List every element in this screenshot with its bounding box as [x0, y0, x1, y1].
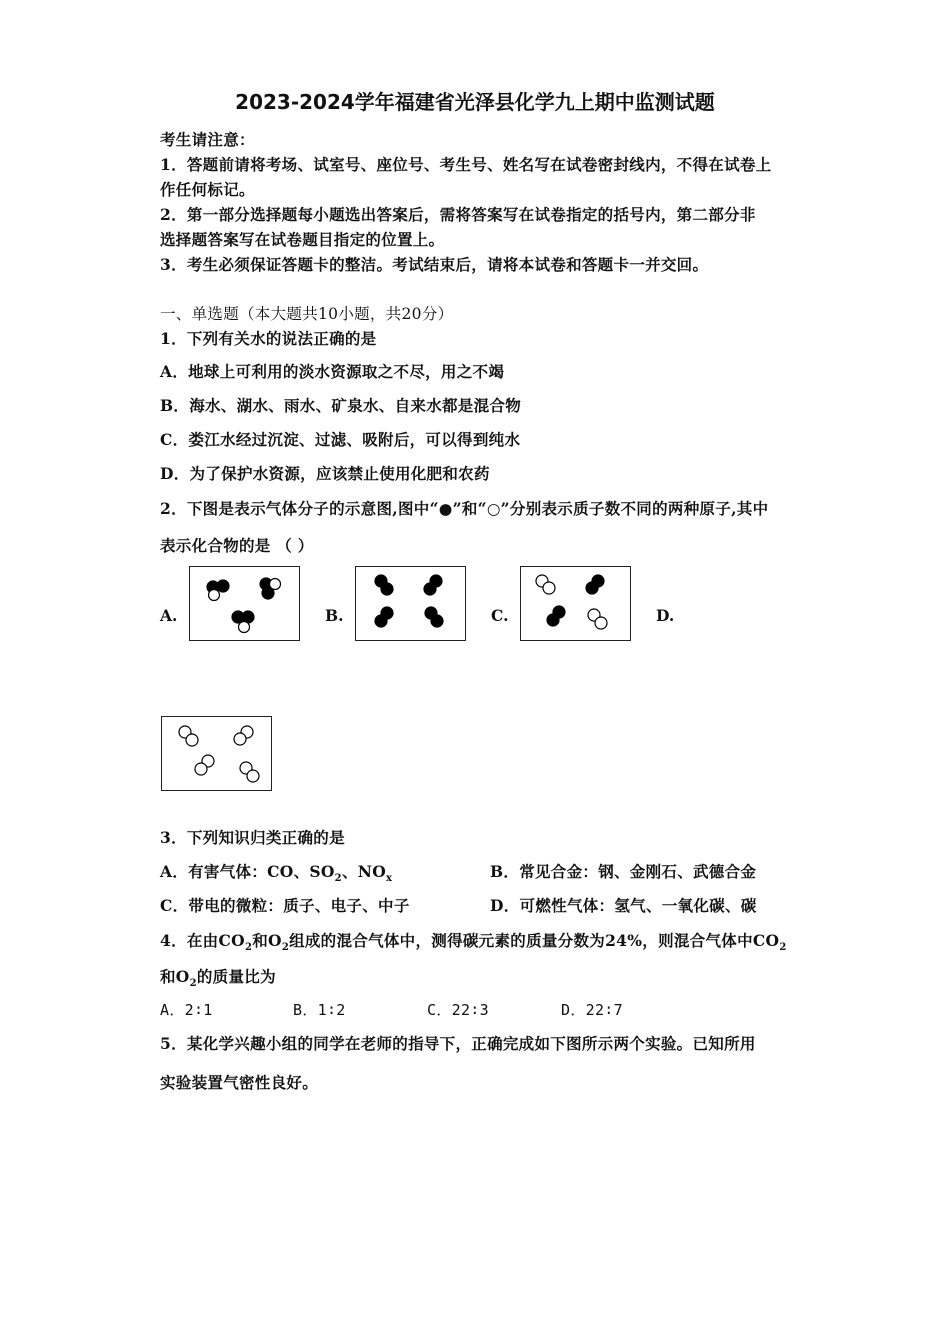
q4-option-b: B．1∶2 [293, 1001, 346, 1019]
page-title: 2023-2024学年福建省光泽县化学九上期中监测试题 [235, 90, 715, 114]
q2-stem-b: 表示化合物的是 （ ） [160, 536, 314, 555]
q2-diagram-c [520, 566, 631, 641]
notice-item-1b: 作任何标记。 [160, 180, 255, 199]
q4-stem-a: 4．在由$CO_2$和$O_2$组成的混合气体中，测得碳元素的质量分数为24%，则混合气体中$CO_2$ [160, 931, 787, 954]
section-heading: 一、单选题（本大题共10小题，共20分） [160, 305, 454, 323]
q2-label-c: C. [491, 606, 509, 625]
q1-stem: 1．下列有关水的说法正确的是 [160, 329, 377, 348]
q4-option-c: C．22∶3 [427, 1001, 489, 1019]
notice-item-3: 3．考生必须保证答题卡的整洁。考试结束后，请将本试卷和答题卡一并交回。 [160, 255, 709, 274]
q3-option-b: B．常见合金：钢、金刚石、武德合金 [490, 862, 757, 881]
q4-option-a: A．2∶1 [160, 1001, 213, 1019]
q2-label-a: A. [160, 606, 178, 625]
q5-stem-b: 实验装置气密性良好。 [160, 1073, 319, 1092]
q2-diagram-d [161, 716, 272, 791]
q4-stem-b: 和$O_2$的质量比为 [160, 967, 276, 990]
q2-diagram-a [189, 566, 300, 641]
q1-option-a: A．地球上可利用的淡水资源取之不尽，用之不竭 [160, 362, 505, 381]
q2-label-d: D. [656, 606, 675, 625]
notice-item-1a: 1．答题前请将考场、试室号、座位号、考生号、姓名写在试卷密封线内，不得在试卷上 [160, 155, 772, 174]
q2-stem-a: 2．下图是表示气体分子的示意图,图中“●”和“○”分别表示质子数不同的两种原子,其中 [160, 499, 769, 518]
notice-item-2b: 选择题答案写在试卷题目指定的位置上。 [160, 230, 445, 249]
q1-option-c: C．娄江水经过沉淀、过滤、吸附后，可以得到纯水 [160, 430, 521, 449]
q1-option-d: D．为了保护水资源，应该禁止使用化肥和农药 [160, 464, 490, 483]
q2-label-b: B. [325, 606, 344, 625]
q3-stem: 3．下列知识归类正确的是 [160, 828, 345, 847]
q5-stem-a: 5．某化学兴趣小组的同学在老师的指导下，正确完成如下图所示两个实验。已知所用 [160, 1034, 756, 1053]
notice-heading: 考生请注意： [160, 130, 255, 149]
q3-option-d: D．可燃性气体：氢气、一氧化碳、碳 [490, 896, 757, 915]
notice-item-2a: 2．第一部分选择题每小题选出答案后，需将答案写在试卷指定的括号内，第二部分非 [160, 205, 756, 224]
q1-option-b: B．海水、湖水、雨水、矿泉水、自来水都是混合物 [160, 396, 522, 415]
q2-diagram-b [355, 566, 466, 641]
q3-option-c: C．带电的微粒：质子、电子、中子 [160, 896, 410, 915]
q3-option-a: A．有害气体：CO、$SO_2$、$NO_x$ [160, 862, 393, 885]
q4-option-d: D．22∶7 [561, 1001, 623, 1019]
